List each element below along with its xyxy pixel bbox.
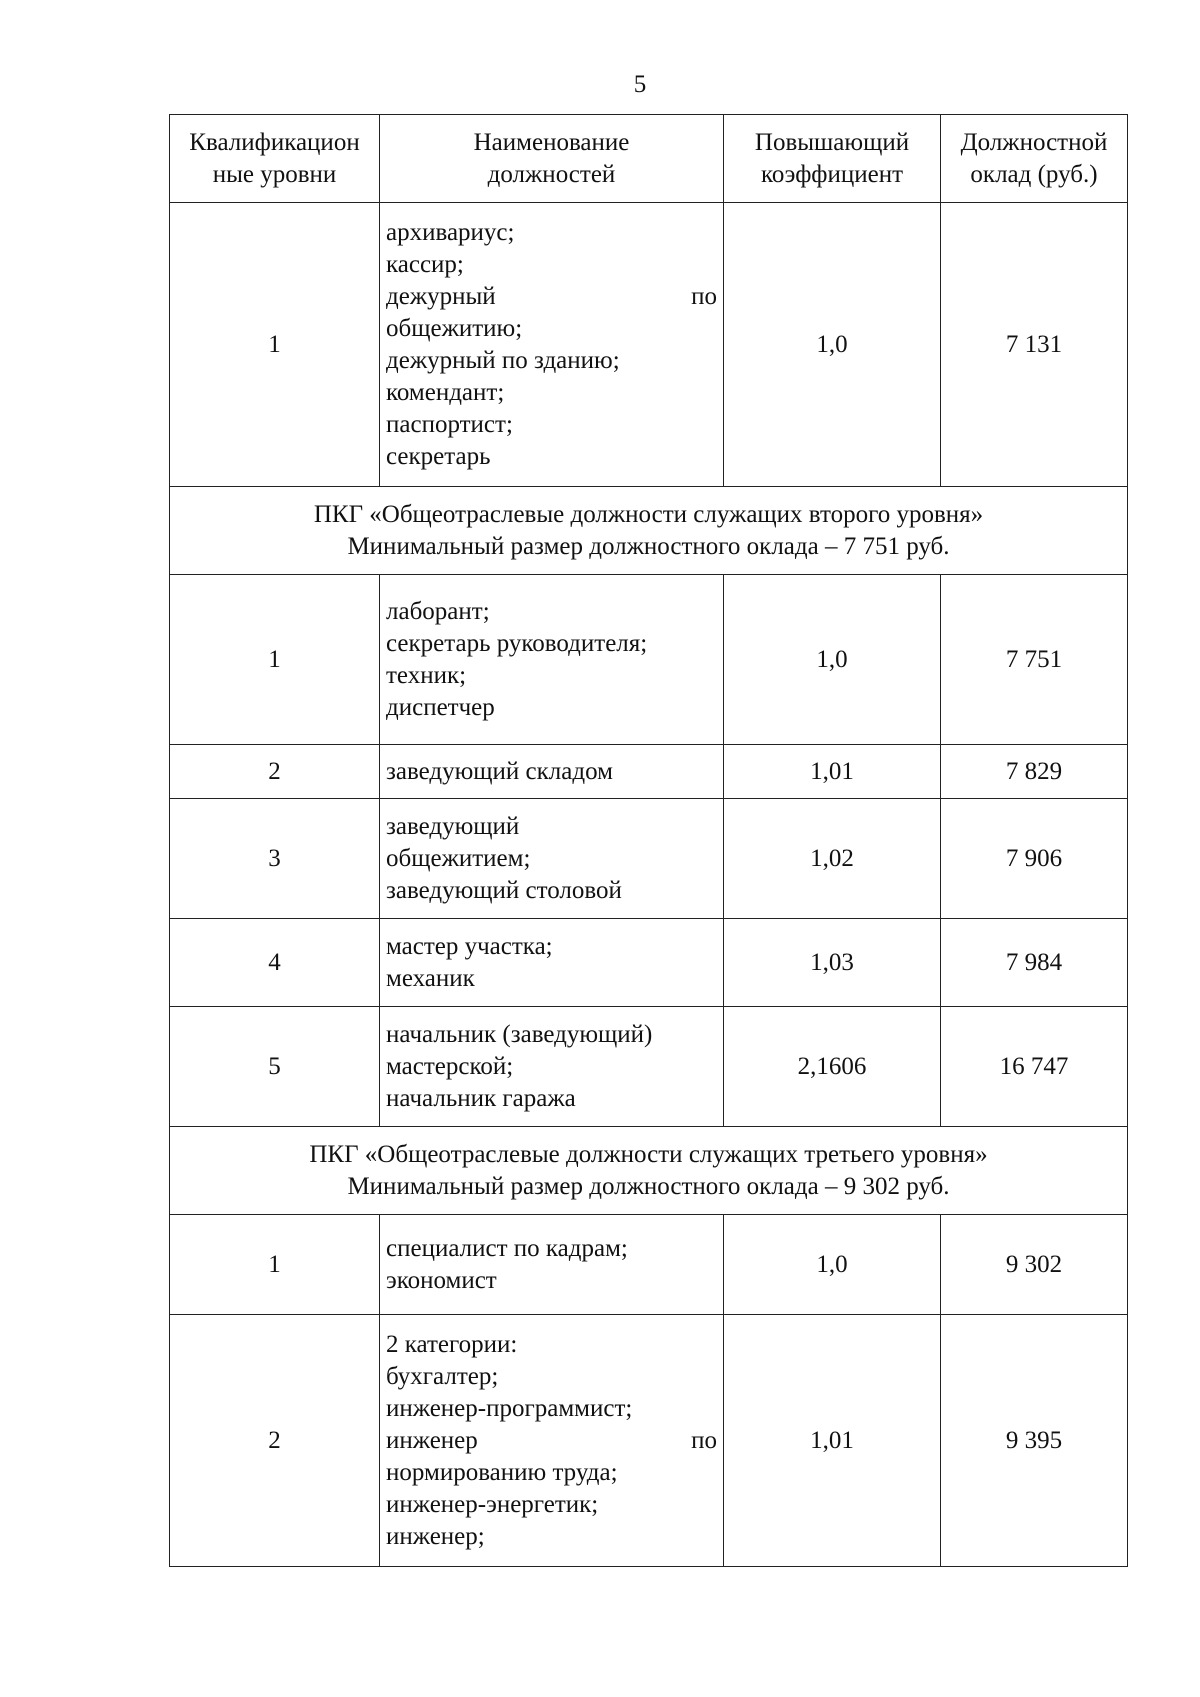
- header-text: Повышающий: [754, 128, 910, 156]
- position-name: инженер-энергетик;: [386, 1490, 599, 1518]
- header-text: оклад (руб.): [970, 160, 1098, 188]
- position-name: механик: [386, 964, 475, 992]
- salary-table: [169, 114, 1128, 1567]
- header-text: Наименование: [473, 128, 630, 156]
- group-title: ПКГ «Общеотраслевые должности служащих третьего уровня»: [309, 1140, 988, 1168]
- header-coefficient: [724, 115, 941, 203]
- position-name: инженер по: [386, 1426, 717, 1454]
- group-header-cell: [170, 487, 1128, 575]
- qualification-level-cell: 1: [170, 575, 380, 745]
- position-name: общежитию;: [386, 314, 523, 342]
- position-name: экономист: [386, 1266, 497, 1294]
- position-name: мастер участка;: [386, 932, 553, 960]
- position-names-cell: [380, 1215, 724, 1315]
- salary-cell: 7 829: [941, 745, 1128, 799]
- position-name: кассир;: [386, 250, 464, 278]
- header-position-name: [380, 115, 724, 203]
- coefficient-cell: 2,1606: [724, 1007, 941, 1127]
- salary-cell: 9 302: [941, 1215, 1128, 1315]
- header-salary: [941, 115, 1128, 203]
- qualification-level-cell: 2: [170, 745, 380, 799]
- position-name: заведующий: [386, 812, 520, 840]
- qualification-level-cell: 3: [170, 799, 380, 919]
- position-names-cell: [380, 745, 724, 799]
- position-name: комендант;: [386, 378, 505, 406]
- position-name: заведующий складом: [386, 757, 613, 785]
- position-name: лаборант;: [386, 597, 490, 625]
- position-name: специалист по кадрам;: [386, 1234, 628, 1262]
- coefficient-cell: 1,0: [724, 203, 941, 487]
- header-qualification-level: [170, 115, 380, 203]
- coefficient-cell: 1,01: [724, 745, 941, 799]
- position-name: бухгалтер;: [386, 1362, 499, 1390]
- group-header-row: [170, 487, 1128, 575]
- position-name: мастерской;: [386, 1052, 514, 1080]
- position-name: паспортист;: [386, 410, 513, 438]
- position-name: инженер;: [386, 1522, 485, 1550]
- header-text: Должностной: [960, 128, 1108, 156]
- position-name: нормированию труда;: [386, 1458, 618, 1486]
- position-name: дежурный по: [386, 282, 717, 310]
- position-name: дежурный по зданию;: [386, 346, 620, 374]
- position-names-cell: [380, 1007, 724, 1127]
- coefficient-cell: 1,01: [724, 1315, 941, 1567]
- position-names-cell: [380, 919, 724, 1007]
- salary-cell: 7 906: [941, 799, 1128, 919]
- qualification-level-cell: 1: [170, 1215, 380, 1315]
- qualification-level-cell: 4: [170, 919, 380, 1007]
- position-names-cell: [380, 203, 724, 487]
- position-name: секретарь: [386, 442, 491, 470]
- coefficient-cell: 1,03: [724, 919, 941, 1007]
- position-names-cell: [380, 799, 724, 919]
- salary-cell: 9 395: [941, 1315, 1128, 1567]
- position-name: 2 категории:: [386, 1330, 518, 1358]
- header-text: коэффициент: [760, 160, 904, 188]
- group-header-row: [170, 1127, 1128, 1215]
- header-text: ные уровни: [212, 160, 337, 188]
- qualification-level-cell: 5: [170, 1007, 380, 1127]
- position-names-cell: [380, 1315, 724, 1567]
- page-number: 5: [633, 71, 647, 98]
- header-text: Квалификацион: [189, 128, 360, 156]
- coefficient-cell: 1,02: [724, 799, 941, 919]
- position-name: общежитием;: [386, 844, 531, 872]
- position-names-cell: [380, 575, 724, 745]
- table-row: [170, 1215, 1128, 1315]
- position-name: техник;: [386, 661, 467, 689]
- salary-cell: 7 751: [941, 575, 1128, 745]
- group-title: ПКГ «Общеотраслевые должности служащих второго уровня»: [313, 500, 984, 528]
- position-name: начальник (заведующий): [386, 1020, 653, 1048]
- table-row: [170, 1315, 1128, 1567]
- table-row: [170, 575, 1128, 745]
- position-name: диспетчер: [386, 693, 495, 721]
- coefficient-cell: 1,0: [724, 575, 941, 745]
- table-body: [170, 203, 1128, 1567]
- qualification-level-cell: 1: [170, 203, 380, 487]
- position-name: инженер-программист;: [386, 1394, 633, 1422]
- group-min-salary: Минимальный размер должностного оклада – 7 751 руб.: [347, 532, 950, 560]
- qualification-level-cell: 2: [170, 1315, 380, 1567]
- group-header-cell: [170, 1127, 1128, 1215]
- salary-cell: 7 984: [941, 919, 1128, 1007]
- position-name: архивариус;: [386, 218, 515, 246]
- group-min-salary: Минимальный размер должностного оклада – 9 302 руб.: [347, 1172, 950, 1200]
- salary-cell: 7 131: [941, 203, 1128, 487]
- table-row: [170, 203, 1128, 487]
- table-row: [170, 1007, 1128, 1127]
- table-row: [170, 799, 1128, 919]
- position-name: секретарь руководителя;: [386, 629, 648, 657]
- table-header-row: [170, 115, 1128, 203]
- table-row: [170, 919, 1128, 1007]
- table-row: [170, 745, 1128, 799]
- header-text: должностей: [487, 160, 616, 188]
- coefficient-cell: 1,0: [724, 1215, 941, 1315]
- salary-cell: 16 747: [941, 1007, 1128, 1127]
- position-name: заведующий столовой: [386, 876, 622, 904]
- position-name: начальник гаража: [386, 1084, 576, 1112]
